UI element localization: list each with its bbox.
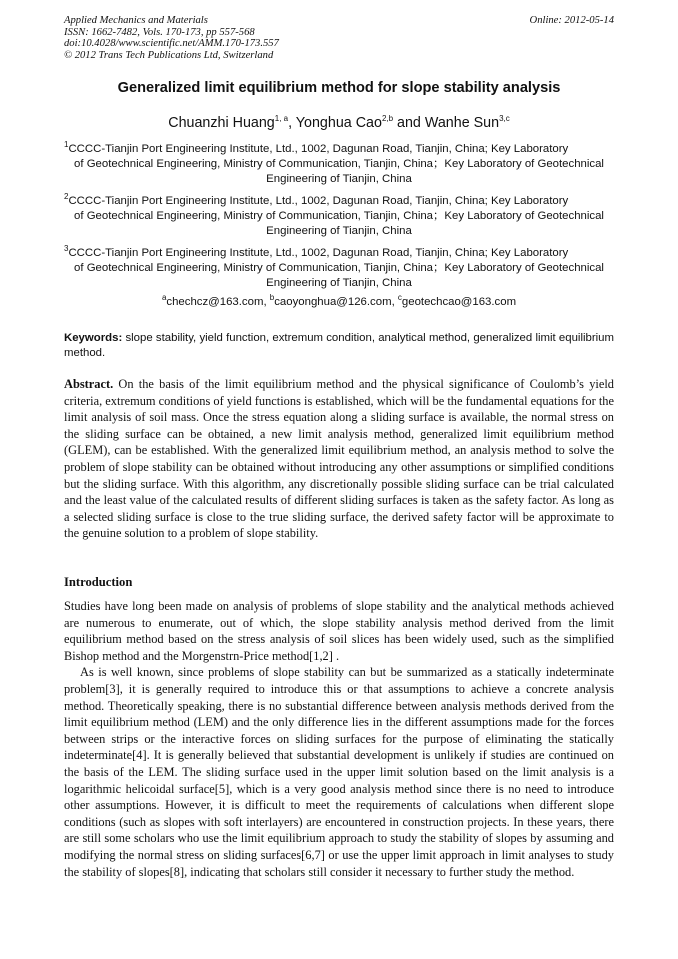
email-sup: b	[269, 293, 275, 302]
journal-name: Applied Mechanics and Materials	[64, 15, 208, 26]
affiliation	[64, 189, 614, 239]
doi-line: doi:10.4028/www.scientific.net/AMM.170-173.557	[64, 38, 279, 49]
email-sup: a	[161, 293, 167, 302]
author-separator: and	[393, 114, 425, 131]
affiliation-line: CCCC-Tianjin Port Engineering Institute, Ltd., 1002, Dagunan Road, Tianjin, China; Key Laboratory	[68, 194, 569, 207]
introduction-body	[64, 598, 614, 880]
abstract-block	[64, 376, 614, 542]
author-list	[40, 114, 638, 131]
paragraph: As is well known, since problems of slope stability can but be summarized as a statically indeterminate problem[3], it is generally required to introduce this or that assumptions to achieve a concrete analysis method. Theoretically speaking, there is no substantial difference between analysis methods derived from the limit equilibrium method (LEM) and the only difference lies in the different assumptions made for the forces between strips or the interactive forces on sliding surfaces for the purpose of eliminating the statically indeterminate[4]. It is generally believed that substantial development is unlikely if studies are continued on the basis of the LEM. The sliding surface used in the upper limit solution based on the limit analysis is a logarithmic helicoidal surface[5], which is a very good analysis method since there is no need to introduce other assumptions. However, it is difficult to meet the requirements of calculations when different slope conditions (such as slopes with soft interlayers) are encountered in construction projects. In these years, there are still some scholars who use the limit equilibrium approach to study the stability of slopes by assuming and modifying the normal stress on sliding surfaces[6,7] or use the upper limit approach in limit analyses to study the stability of slopes[8], indicating that scholars still consider it necessary to further study the method.	[64, 665, 614, 879]
affiliation-line: CCCC-Tianjin Port Engineering Institute, Ltd., 1002, Dagunan Road, Tianjin, China; Key Laboratory	[68, 246, 569, 259]
affiliation-line: CCCC-Tianjin Port Engineering Institute, Ltd., 1002, Dagunan Road, Tianjin, China; Key Laboratory	[68, 142, 569, 155]
author-name: Chuanzhi Huang	[168, 114, 275, 131]
email-link[interactable]: chechcz@163.com	[166, 295, 264, 308]
affiliation	[64, 137, 614, 187]
author-name: Yonghua Cao	[295, 114, 382, 131]
abstract-label: Abstract.	[64, 377, 114, 391]
section-heading-introduction: Introduction	[64, 575, 133, 589]
keywords-label: Keywords:	[64, 332, 123, 344]
email-link[interactable]: geotechcao@163.com	[401, 295, 517, 308]
affiliation-rest: of Geotechnical Engineering, Ministry of Communication, Tianjin, China；Key Laboratory of Geotechnical Engineering of Tianjin, China	[74, 262, 604, 290]
issn-line: ISSN: 1662-7482, Vols. 170-173, pp 557-568	[64, 26, 255, 38]
email-sup: c	[397, 293, 402, 302]
email-link[interactable]: caoyonghua@126.com	[274, 295, 392, 308]
email-separator: ,	[263, 295, 270, 308]
affiliation	[64, 241, 614, 291]
paragraph: Studies have long been made on analysis of problems of slope stability and the analytical methods achieved are numerous to enumerate, out of which, the slope stability analysis method derived from the limit equilibrium method based on the stress analysis of soil slices has been widely used, such as the simplified Bishop method and the Morgenstrn-Price method[1,2] .	[64, 599, 614, 663]
affiliation-number: 2	[64, 192, 69, 201]
keywords-block	[64, 331, 614, 361]
author-separator: ,	[288, 114, 296, 131]
abstract-text: On the basis of the limit equilibrium method and the physical significance of Coulomb’s yield criteria, extremum conditions of yield functions is established, which will be the fundamental equations for the limit analysis of soil mass. Once the stress equation along a sliding surface is available, the normal stress on the sliding surface can be obtained, a new limit analysis method, generalized limit equilibrium method (GLEM), can be established. With the generalized limit equilibrium method, an analysis method to solve the problem of slope stability can be obtained without introducing any other assumptions or simplified conditions but the sliding surface. With this algorithm, any discretionally possible sliding surface can be trial calculated and the least value of the calculated results of different sliding surfaces is taken as the safety factor. As long as a selected sliding surface is close to the true sliding surface, the derived safety factor will be approximate to the genuine solution to a problem of slope stability.	[64, 377, 614, 541]
online-date: Online: 2012-05-14	[529, 15, 614, 26]
affiliation-number: 1	[64, 140, 69, 149]
affiliation-rest: of Geotechnical Engineering, Ministry of Communication, Tianjin, China；Key Laboratory of Geotechnical Engineering of Tianjin, China	[74, 158, 604, 186]
author-name: Wanhe Sun	[424, 114, 500, 131]
author-sup: 3,c	[499, 114, 510, 123]
affiliation-rest: of Geotechnical Engineering, Ministry of Communication, Tianjin, China；Key Laboratory of Geotechnical Engineering of Tianjin, China	[74, 210, 604, 238]
email-list	[64, 293, 614, 308]
affiliation-number: 3	[64, 244, 69, 253]
paper-title: Generalized limit equilibrium method for slope stability analysis	[117, 80, 561, 96]
keywords-text: slope stability, yield function, extremum condition, analytical method, generalized limit equilibrium method.	[64, 332, 614, 360]
copyright-line: © 2012 Trans Tech Publications Ltd, Switzerland	[64, 49, 274, 61]
journal-header	[64, 15, 614, 61]
email-separator: ,	[391, 295, 398, 308]
author-sup: 1, a	[274, 114, 289, 123]
author-sup: 2,b	[381, 114, 394, 123]
